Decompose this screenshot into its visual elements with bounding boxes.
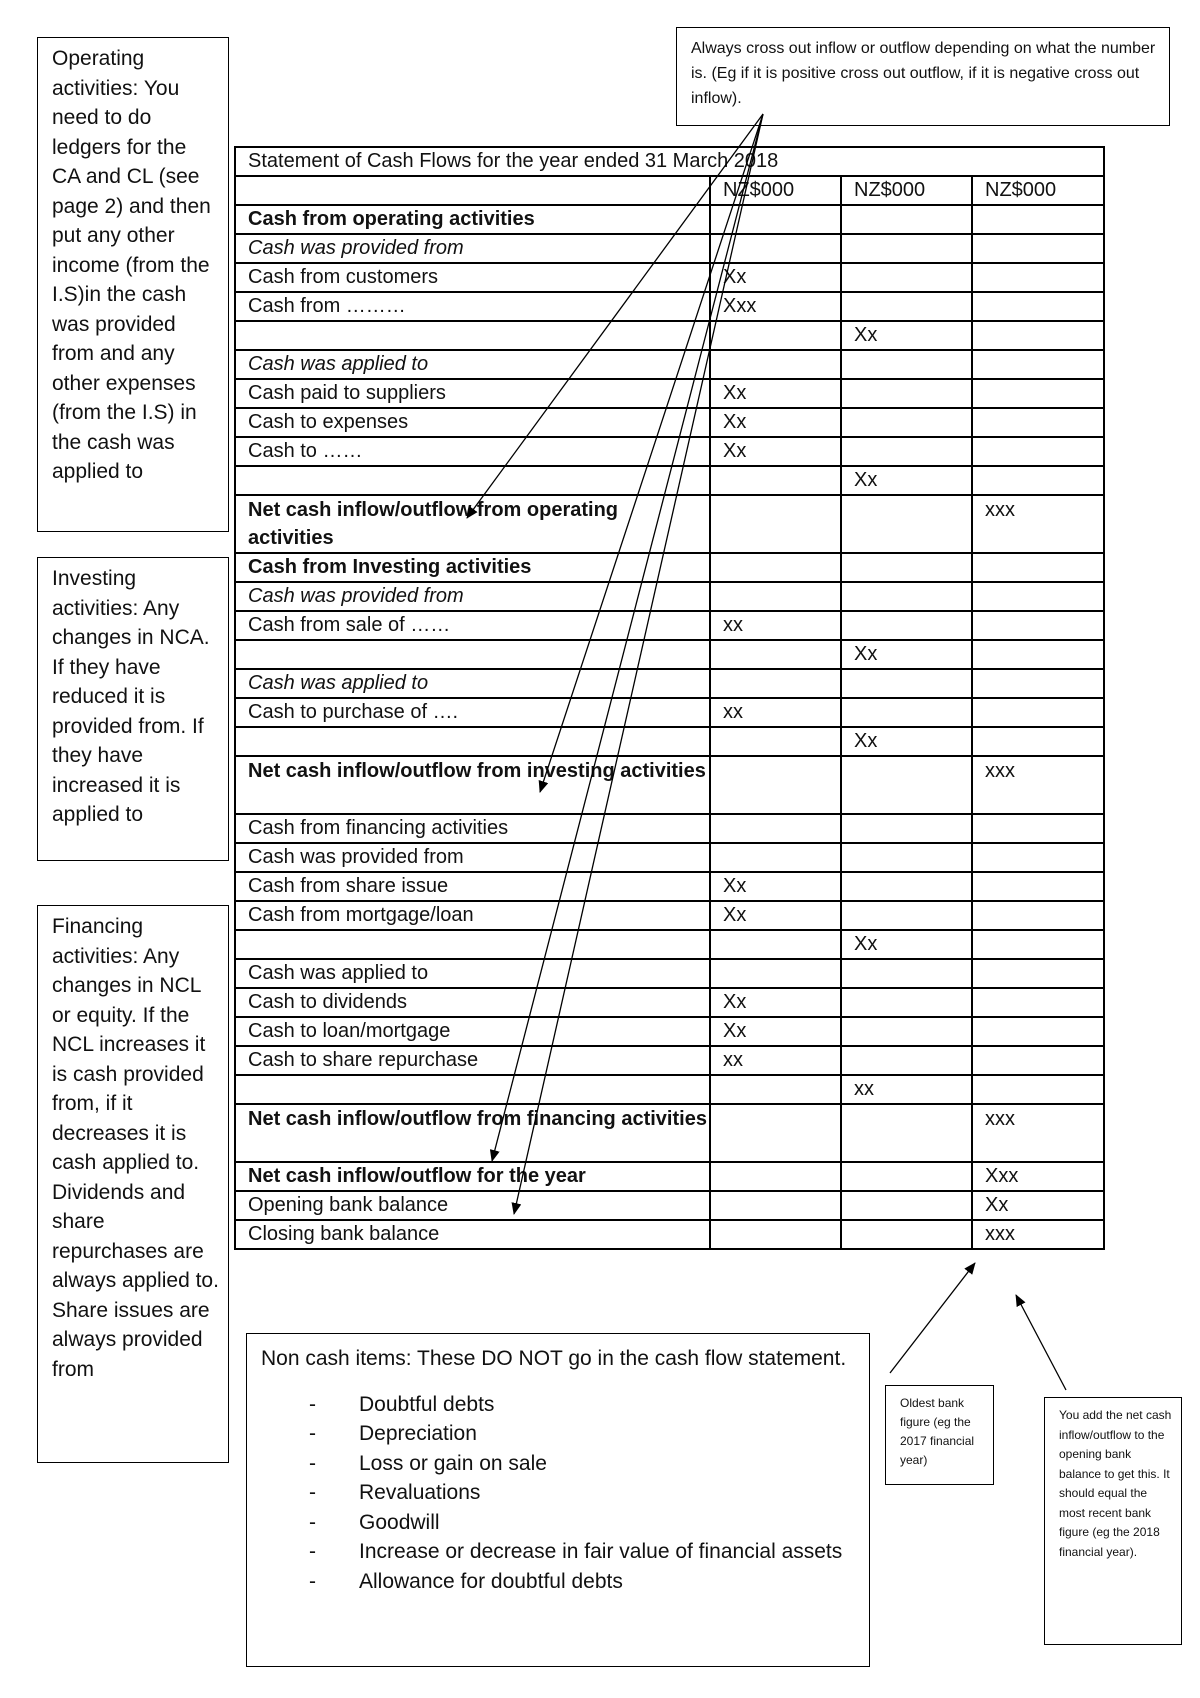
amount-col-3 [972, 408, 1104, 437]
non-cash-item-text: Revaluations [359, 1481, 481, 1504]
amount-col-3 [972, 901, 1104, 930]
amount-col-3 [972, 930, 1104, 959]
statement-row [235, 437, 1104, 466]
note-closing-balance-text: You add the net cash inflow/outflow to the opening bank balance to get this. It should equal the most recent bank figure (eg the 2018 financial year). [1059, 1408, 1172, 1559]
non-cash-item-text: Goodwill [359, 1510, 440, 1534]
row-label: Cash was provided from [235, 582, 710, 611]
amount-col-2 [841, 553, 972, 582]
non-cash-item [261, 1390, 857, 1420]
row-label: Cash from ……… [235, 292, 710, 321]
amount-col-1 [710, 582, 841, 611]
row-label: Cash was provided from [235, 234, 710, 263]
amount-col-1 [710, 1104, 841, 1162]
statement-row [235, 553, 1104, 582]
amount-col-1 [710, 814, 841, 843]
statement-row [235, 727, 1104, 756]
note-investing-text: Investing activities: Any changes in NCA. If they have reduced it is provided from. If they have increased it is applied to [52, 567, 210, 826]
note-cross-out [676, 27, 1170, 126]
amount-col-3 [972, 872, 1104, 901]
statement-row [235, 901, 1104, 930]
statement-row [235, 1075, 1104, 1104]
row-label: Cash from customers [235, 263, 710, 292]
statement-row [235, 466, 1104, 495]
row-label: Cash to …… [235, 437, 710, 466]
amount-col-1: Xx [710, 408, 841, 437]
statement-row [235, 1017, 1104, 1046]
amount-col-2 [841, 698, 972, 727]
statement-row [235, 930, 1104, 959]
row-label: Cash from operating activities [235, 205, 710, 234]
statement-row [235, 379, 1104, 408]
row-label [235, 930, 710, 959]
amount-col-1 [710, 640, 841, 669]
note-oldest-bank [885, 1385, 994, 1485]
note-operating-activities [37, 37, 229, 532]
non-cash-title: Non cash items: These DO NOT go in the cash flow statement. [261, 1347, 847, 1370]
amount-col-1 [710, 205, 841, 234]
amount-col-2 [841, 611, 972, 640]
bullet-dash: - [309, 1422, 316, 1445]
currency-header-row [235, 176, 1104, 205]
bullet-dash: - [309, 1569, 316, 1593]
note-cross-out-text: Always cross out inflow or outflow depending on what the number is. (Eg if it is positive cross out outflow, if it is negative cross out inflow). [691, 40, 1156, 107]
amount-col-3 [972, 234, 1104, 263]
amount-col-2 [841, 1162, 972, 1191]
amount-col-3 [972, 437, 1104, 466]
non-cash-item-text: Depreciation [359, 1422, 477, 1445]
amount-col-2 [841, 872, 972, 901]
amount-col-3: xxx [972, 756, 1104, 814]
amount-col-1 [710, 1220, 841, 1249]
amount-col-2 [841, 756, 972, 814]
note-investing-activities [37, 557, 229, 861]
row-label: Cash from financing activities [235, 814, 710, 843]
amount-col-3 [972, 611, 1104, 640]
statement-row [235, 292, 1104, 321]
amount-col-1: xx [710, 1046, 841, 1075]
row-label: Cash to dividends [235, 988, 710, 1017]
bullet-dash: - [309, 1510, 316, 1534]
amount-col-2 [841, 1191, 972, 1220]
amount-col-3: xxx [972, 495, 1104, 553]
amount-col-1 [710, 553, 841, 582]
row-label: Cash to expenses [235, 408, 710, 437]
amount-col-2 [841, 1017, 972, 1046]
amount-col-3: xxx [972, 1104, 1104, 1162]
non-cash-item [261, 1449, 857, 1479]
statement-row [235, 263, 1104, 292]
statement-row [235, 843, 1104, 872]
amount-col-1 [710, 495, 841, 553]
amount-col-1 [710, 930, 841, 959]
non-cash-item [261, 1567, 857, 1597]
note-financing-activities [37, 905, 229, 1463]
statement-row [235, 640, 1104, 669]
amount-col-3 [972, 1017, 1104, 1046]
row-label [235, 640, 710, 669]
statement-row [235, 350, 1104, 379]
statement-row [235, 1162, 1104, 1191]
amount-col-3 [972, 582, 1104, 611]
amount-col-2: Xx [841, 930, 972, 959]
amount-col-3 [972, 843, 1104, 872]
statement-row [235, 698, 1104, 727]
amount-col-3: xxx [972, 1220, 1104, 1249]
amount-col-1 [710, 843, 841, 872]
amount-col-1 [710, 234, 841, 263]
amount-col-2: Xx [841, 321, 972, 350]
amount-col-3 [972, 959, 1104, 988]
bullet-dash: - [309, 1451, 316, 1475]
statement-row [235, 582, 1104, 611]
amount-col-1 [710, 959, 841, 988]
row-label: Cash to loan/mortgage [235, 1017, 710, 1046]
amount-col-1: Xx [710, 263, 841, 292]
arrow-to-closing-balance [1016, 1295, 1066, 1390]
row-label [235, 321, 710, 350]
amount-col-3: Xx [972, 1191, 1104, 1220]
row-label: Cash from mortgage/loan [235, 901, 710, 930]
bullet-dash: - [309, 1540, 316, 1563]
arrow-to-opening-balance [890, 1263, 975, 1373]
cash-flow-statement-table [234, 146, 1105, 1250]
statement-row [235, 1220, 1104, 1249]
amount-col-3 [972, 379, 1104, 408]
amount-col-3 [972, 292, 1104, 321]
non-cash-item [261, 1419, 857, 1449]
non-cash-item-text: Increase or decrease in fair value of financial assets [359, 1540, 843, 1563]
non-cash-item-text: Loss or gain on sale [359, 1451, 547, 1475]
amount-col-1 [710, 669, 841, 698]
amount-col-2 [841, 901, 972, 930]
amount-col-2 [841, 959, 972, 988]
amount-col-2 [841, 437, 972, 466]
statement-row [235, 959, 1104, 988]
amount-col-1: Xxx [710, 292, 841, 321]
amount-col-1: Xx [710, 872, 841, 901]
row-label: Cash to share repurchase [235, 1046, 710, 1075]
amount-col-2 [841, 814, 972, 843]
amount-col-1: Xx [710, 379, 841, 408]
statement-row [235, 495, 1104, 553]
row-label: Opening bank balance [235, 1191, 710, 1220]
row-label: Net cash inflow/outflow for the year [235, 1162, 710, 1191]
amount-col-3 [972, 988, 1104, 1017]
amount-col-2 [841, 669, 972, 698]
statement-row [235, 756, 1104, 814]
currency-header: NZ$000 [710, 176, 841, 205]
row-label: Cash from share issue [235, 872, 710, 901]
amount-col-2 [841, 408, 972, 437]
amount-col-3 [972, 1075, 1104, 1104]
row-label: Net cash inflow/outflow from operating activities [235, 495, 710, 553]
amount-col-2 [841, 1220, 972, 1249]
non-cash-item-text: Doubtful debts [359, 1392, 495, 1416]
amount-col-1: xx [710, 611, 841, 640]
amount-col-2 [841, 1104, 972, 1162]
row-label [235, 1075, 710, 1104]
statement-title-row [235, 147, 1104, 176]
amount-col-1: Xx [710, 988, 841, 1017]
amount-col-1 [710, 727, 841, 756]
amount-col-1: Xx [710, 437, 841, 466]
note-non-cash-items [246, 1333, 870, 1667]
row-label: Cash was applied to [235, 959, 710, 988]
non-cash-item-text: Allowance for doubtful debts [359, 1569, 623, 1593]
amount-col-2: Xx [841, 466, 972, 495]
row-label: Cash was provided from [235, 843, 710, 872]
amount-col-3 [972, 669, 1104, 698]
amount-col-3 [972, 698, 1104, 727]
amount-col-3 [972, 727, 1104, 756]
amount-col-2 [841, 205, 972, 234]
amount-col-1: xx [710, 698, 841, 727]
non-cash-list [261, 1390, 857, 1597]
row-label: Closing bank balance [235, 1220, 710, 1249]
amount-col-3 [972, 263, 1104, 292]
amount-col-2: Xx [841, 727, 972, 756]
amount-col-2 [841, 582, 972, 611]
amount-col-2: xx [841, 1075, 972, 1104]
statement-row [235, 988, 1104, 1017]
amount-col-1 [710, 756, 841, 814]
statement-row [235, 814, 1104, 843]
row-label: Cash from sale of …… [235, 611, 710, 640]
statement-row [235, 321, 1104, 350]
amount-col-3: Xxx [972, 1162, 1104, 1191]
row-label: Cash was applied to [235, 669, 710, 698]
statement-row [235, 205, 1104, 234]
amount-col-2 [841, 379, 972, 408]
row-label: Cash from Investing activities [235, 553, 710, 582]
amount-col-2 [841, 1046, 972, 1075]
note-operating-text: Operating activities: You need to do ledgers for the CA and CL (see page 2) and then put any other income (from the I.S)in the cash was provided from and any other expenses (from the I.S) in the cash was applied to [52, 47, 211, 483]
note-oldest-bank-text: Oldest bank figure (eg the 2017 financial year) [900, 1396, 975, 1467]
currency-header: NZ$000 [972, 176, 1104, 205]
header-blank [235, 176, 710, 205]
amount-col-2 [841, 234, 972, 263]
statement-row [235, 872, 1104, 901]
non-cash-item [261, 1508, 857, 1538]
amount-col-1 [710, 1075, 841, 1104]
amount-col-2 [841, 350, 972, 379]
amount-col-3 [972, 205, 1104, 234]
non-cash-item [261, 1478, 857, 1508]
amount-col-1 [710, 466, 841, 495]
amount-col-3 [972, 350, 1104, 379]
statement-row [235, 234, 1104, 263]
amount-col-1: Xx [710, 901, 841, 930]
amount-col-3 [972, 640, 1104, 669]
statement-row [235, 611, 1104, 640]
statement-row [235, 1046, 1104, 1075]
statement-row [235, 1104, 1104, 1162]
amount-col-3 [972, 814, 1104, 843]
row-label: Net cash inflow/outflow from investing activities [235, 756, 710, 814]
amount-col-1: Xx [710, 1017, 841, 1046]
amount-col-1 [710, 1191, 841, 1220]
amount-col-3 [972, 553, 1104, 582]
bullet-dash: - [309, 1392, 316, 1416]
amount-col-1 [710, 350, 841, 379]
row-label: Cash was applied to [235, 350, 710, 379]
amount-col-2 [841, 292, 972, 321]
amount-col-2 [841, 843, 972, 872]
amount-col-3 [972, 321, 1104, 350]
amount-col-3 [972, 1046, 1104, 1075]
row-label [235, 727, 710, 756]
amount-col-1 [710, 1162, 841, 1191]
statement-row [235, 408, 1104, 437]
amount-col-2 [841, 988, 972, 1017]
amount-col-3 [972, 466, 1104, 495]
amount-col-2 [841, 263, 972, 292]
row-label [235, 466, 710, 495]
statement-title: Statement of Cash Flows for the year ended 31 March 2018 [235, 147, 1104, 176]
amount-col-2 [841, 495, 972, 553]
non-cash-item [261, 1537, 857, 1567]
row-label: Net cash inflow/outflow from financing activities [235, 1104, 710, 1162]
amount-col-1 [710, 321, 841, 350]
bullet-dash: - [309, 1481, 316, 1504]
currency-header: NZ$000 [841, 176, 972, 205]
row-label: Cash to purchase of …. [235, 698, 710, 727]
amount-col-2: Xx [841, 640, 972, 669]
note-closing-balance [1044, 1397, 1182, 1645]
note-financing-text: Financing activities: Any changes in NCL or equity. If the NCL increases it is cash provided from, if it decreases it is cash applied to. Dividends and share repurchases are always applied to. Share issues are always provided from [52, 915, 219, 1381]
row-label: Cash paid to suppliers [235, 379, 710, 408]
statement-row [235, 669, 1104, 698]
statement-row [235, 1191, 1104, 1220]
